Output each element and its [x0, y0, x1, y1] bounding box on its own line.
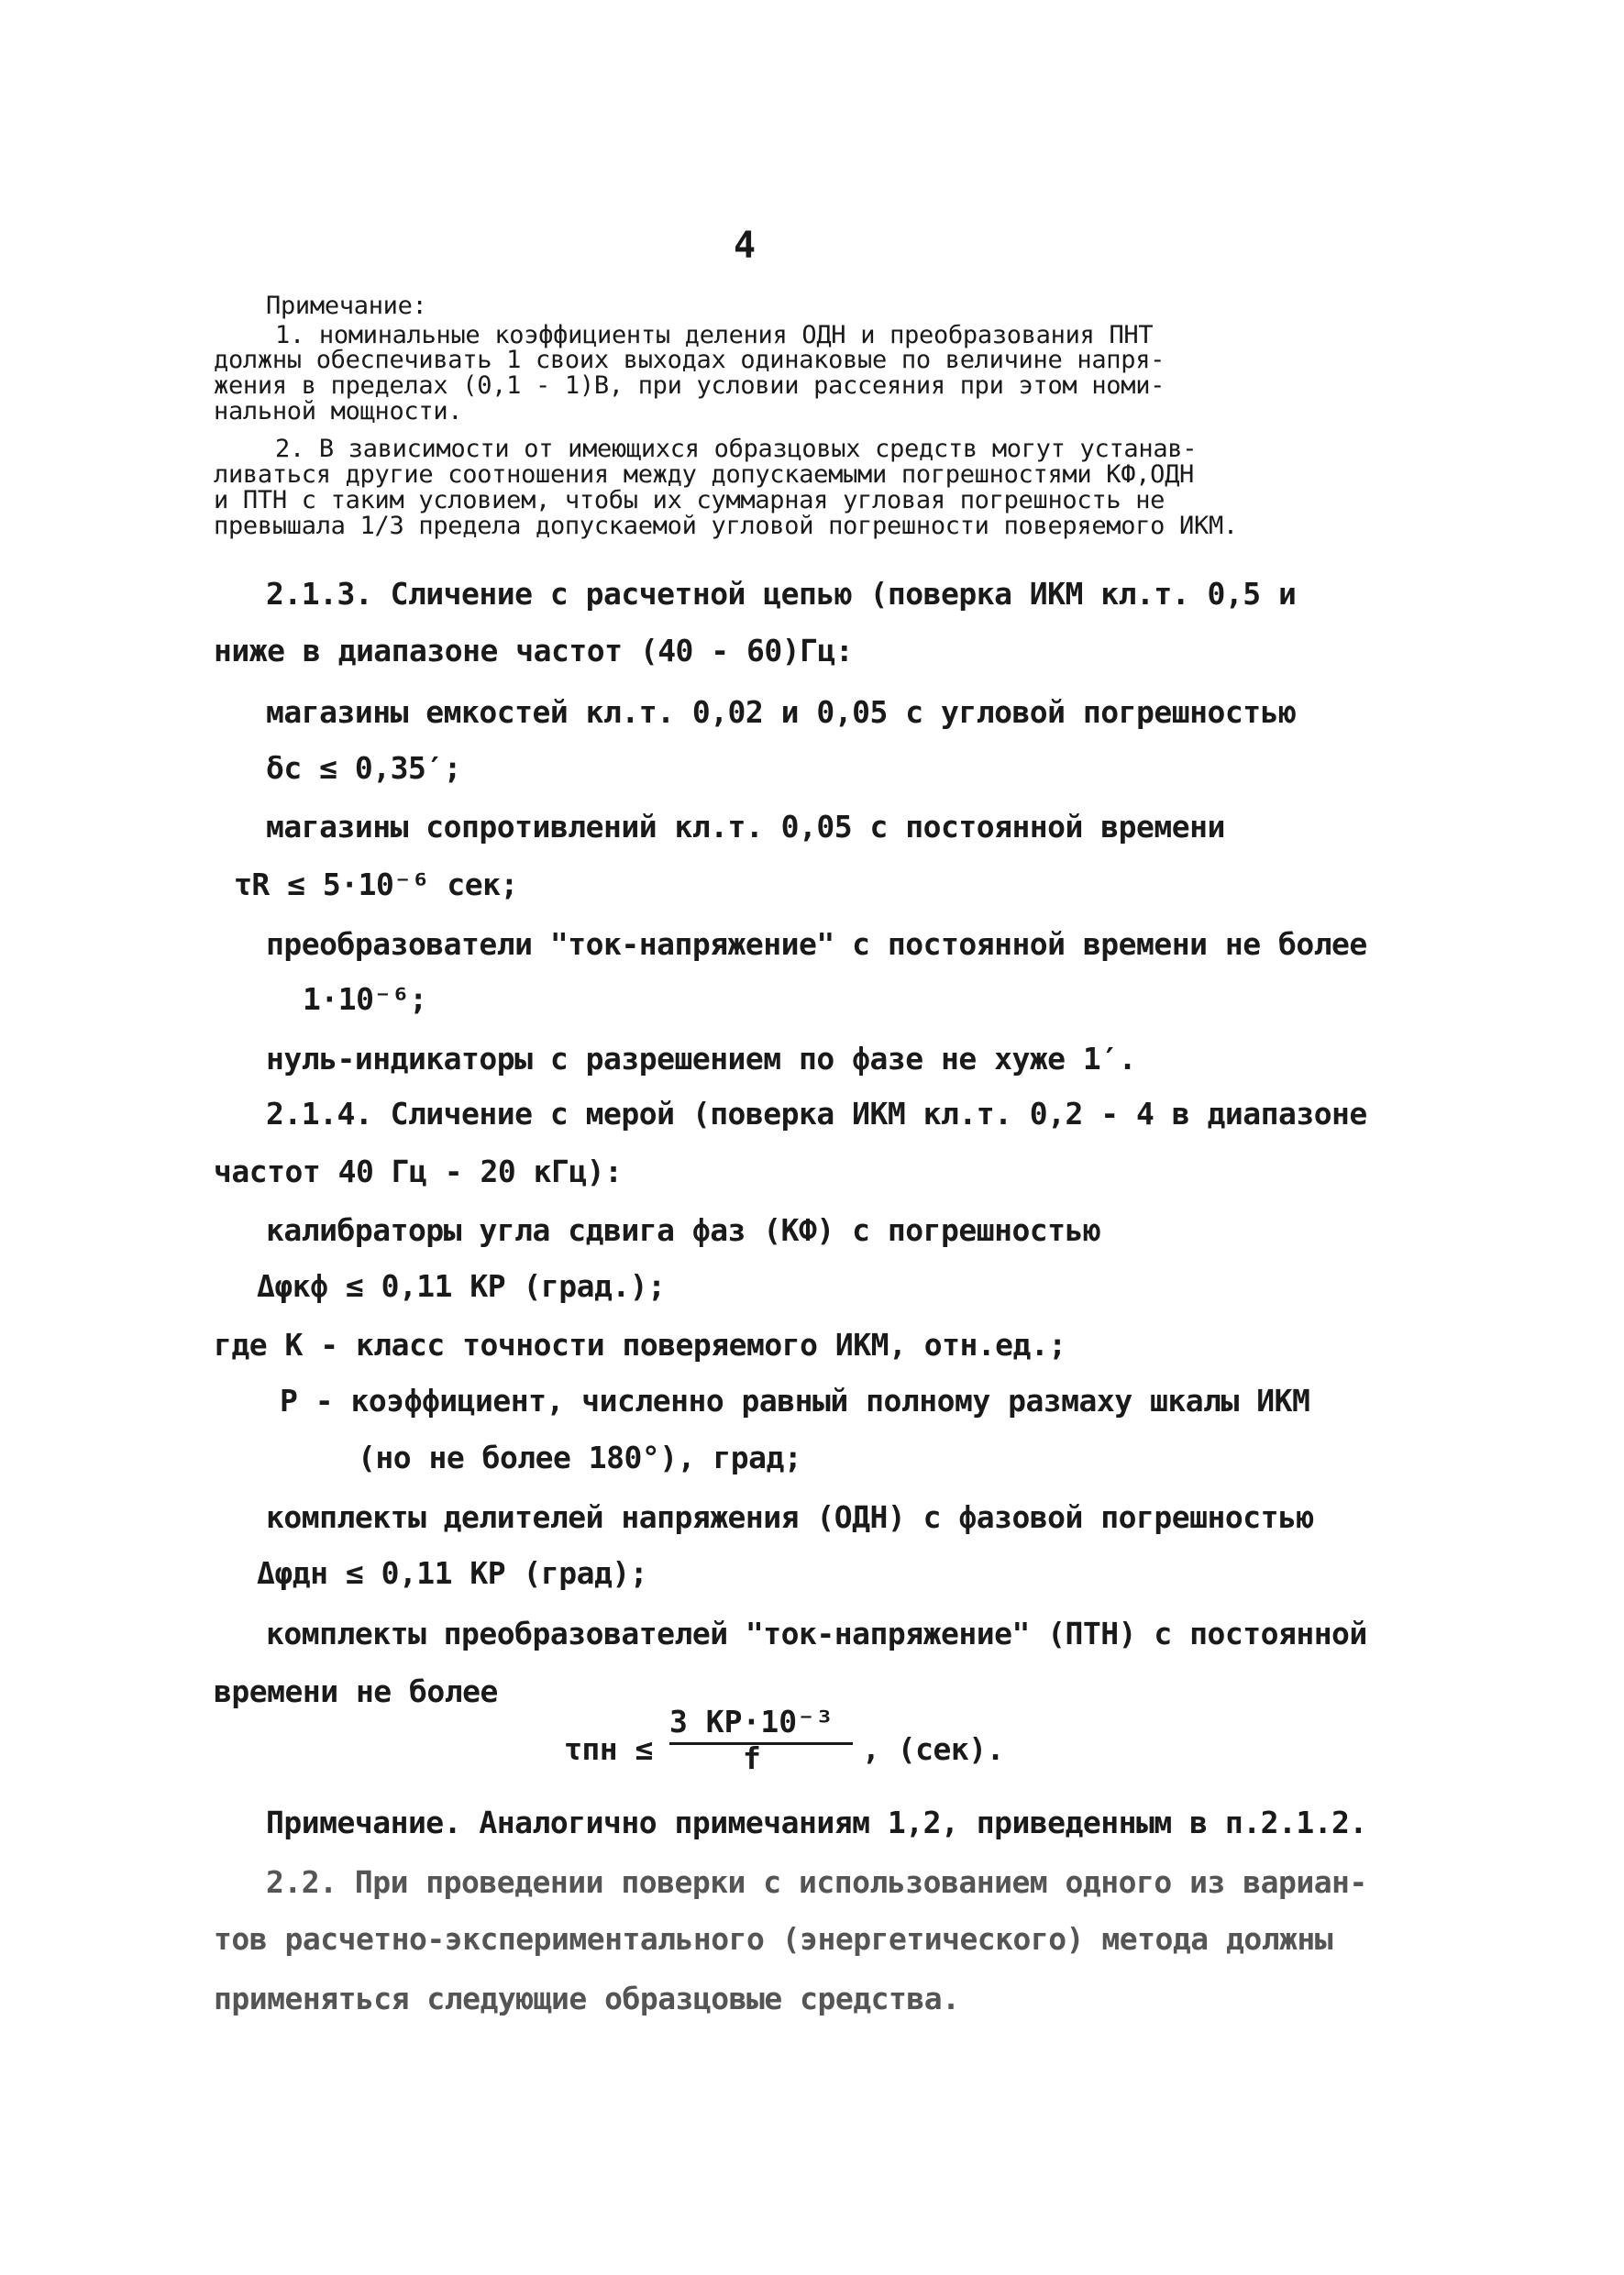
note-title: Примечание:	[266, 292, 427, 320]
tau-numerator: 3 КР·10⁻³	[669, 1704, 834, 1739]
note-line: нальной мощности.	[214, 397, 463, 425]
section-214-heading: 2.1.4. Сличение с мерой (поверка ИКМ кл.т. 0,2 - 4 в диапазоне	[266, 1096, 1367, 1132]
dividers-text: комплекты делителей напряжения (ОДН) с фазовой погрешностью	[266, 1499, 1314, 1535]
converter-formula: 1·10⁻⁶;	[303, 981, 427, 1017]
resistance-formula: τR ≤ 5·10⁻⁶ сек;	[234, 867, 518, 902]
capacitance-store-text: магазины емкостей кл.т. 0,02 и 0,05 с угловой погрешностью	[266, 694, 1297, 730]
where-p-text-cont: (но не более 180°), град;	[358, 1440, 802, 1475]
note-line: и ПТН с таким условием, чтобы их суммарная угловая погрешность не	[214, 486, 1166, 514]
section-22-line: тов расчетно-экспериментального (энергетического) метода должны	[214, 1921, 1333, 1957]
converters-text-cont: времени не более	[214, 1673, 498, 1709]
where-p-text: Р - коэффициент, численно равный полному размаху шкалы ИКМ	[280, 1383, 1310, 1419]
where-k-text: где К - класс точности поверяемого ИКМ, отн.ед.;	[214, 1327, 1066, 1363]
note-line: 1. номинальные коэффициенты деления ОДН и преобразования ПНТ	[275, 321, 1154, 349]
page-number: 4	[734, 225, 757, 267]
section-213-heading: 2.1.3. Сличение с расчетной цепью (поверка ИКМ кл.т. 0,5 и	[266, 576, 1297, 612]
calibrator-formula: Δφкф ≤ 0,11 КР (град.);	[257, 1268, 666, 1304]
null-indicator-text: нуль-индикаторы с разрешением по фазе не хуже 1′.	[266, 1041, 1137, 1077]
tau-formula-lhs: τпн ≤	[564, 1731, 653, 1767]
section-214-heading-cont: частот 40 Гц - 20 кГц):	[214, 1154, 623, 1189]
converter-text: преобразователи "ток-напряжение" с постоянной времени не более	[266, 926, 1367, 962]
section-22-line: 2.2. При проведении поверки с использованием одного из вариан-	[266, 1864, 1367, 1900]
tau-denominator: f	[743, 1740, 761, 1776]
calibrators-text: калибраторы угла сдвига фаз (КФ) с погрешностью	[266, 1212, 1101, 1248]
fraction-bar	[669, 1742, 853, 1745]
tau-unit: , (сек).	[862, 1731, 1004, 1767]
section-213-heading-cont: ниже в диапазоне частот (40 - 60)Гц:	[214, 633, 854, 668]
note-line: должны обеспечивать 1 своих выходах одинаковые по величине напря-	[214, 346, 1166, 374]
note-2: Примечание. Аналогично примечаниям 1,2, приведенным в п.2.1.2.	[266, 1805, 1367, 1840]
converters-text: комплекты преобразователей "ток-напряжение" (ПТН) с постоянной	[266, 1616, 1367, 1651]
dividers-formula: Δφдн ≤ 0,11 КР (град);	[257, 1555, 648, 1591]
capacitance-formula: δс ≤ 0,35′;	[266, 750, 462, 786]
note-line: 2. В зависимости от имеющихся образцовых средств могут устанав-	[275, 435, 1198, 463]
note-line: ливаться другие соотношения между допускаемыми погрешностями КФ,ОДН	[214, 460, 1195, 489]
section-22-line: применяться следующие образцовые средства.	[214, 1981, 960, 2016]
note-line: превышала 1/3 предела допускаемой угловой погрешности поверяемого ИКМ.	[214, 512, 1238, 540]
note-line: жения в пределах (0,1 - 1)В, при условии рассеяния при этом номи-	[214, 371, 1166, 400]
resistance-store-text: магазины сопротивлений кл.т. 0,05 с постоянной времени	[266, 809, 1225, 845]
tau-fraction	[669, 1704, 862, 1786]
